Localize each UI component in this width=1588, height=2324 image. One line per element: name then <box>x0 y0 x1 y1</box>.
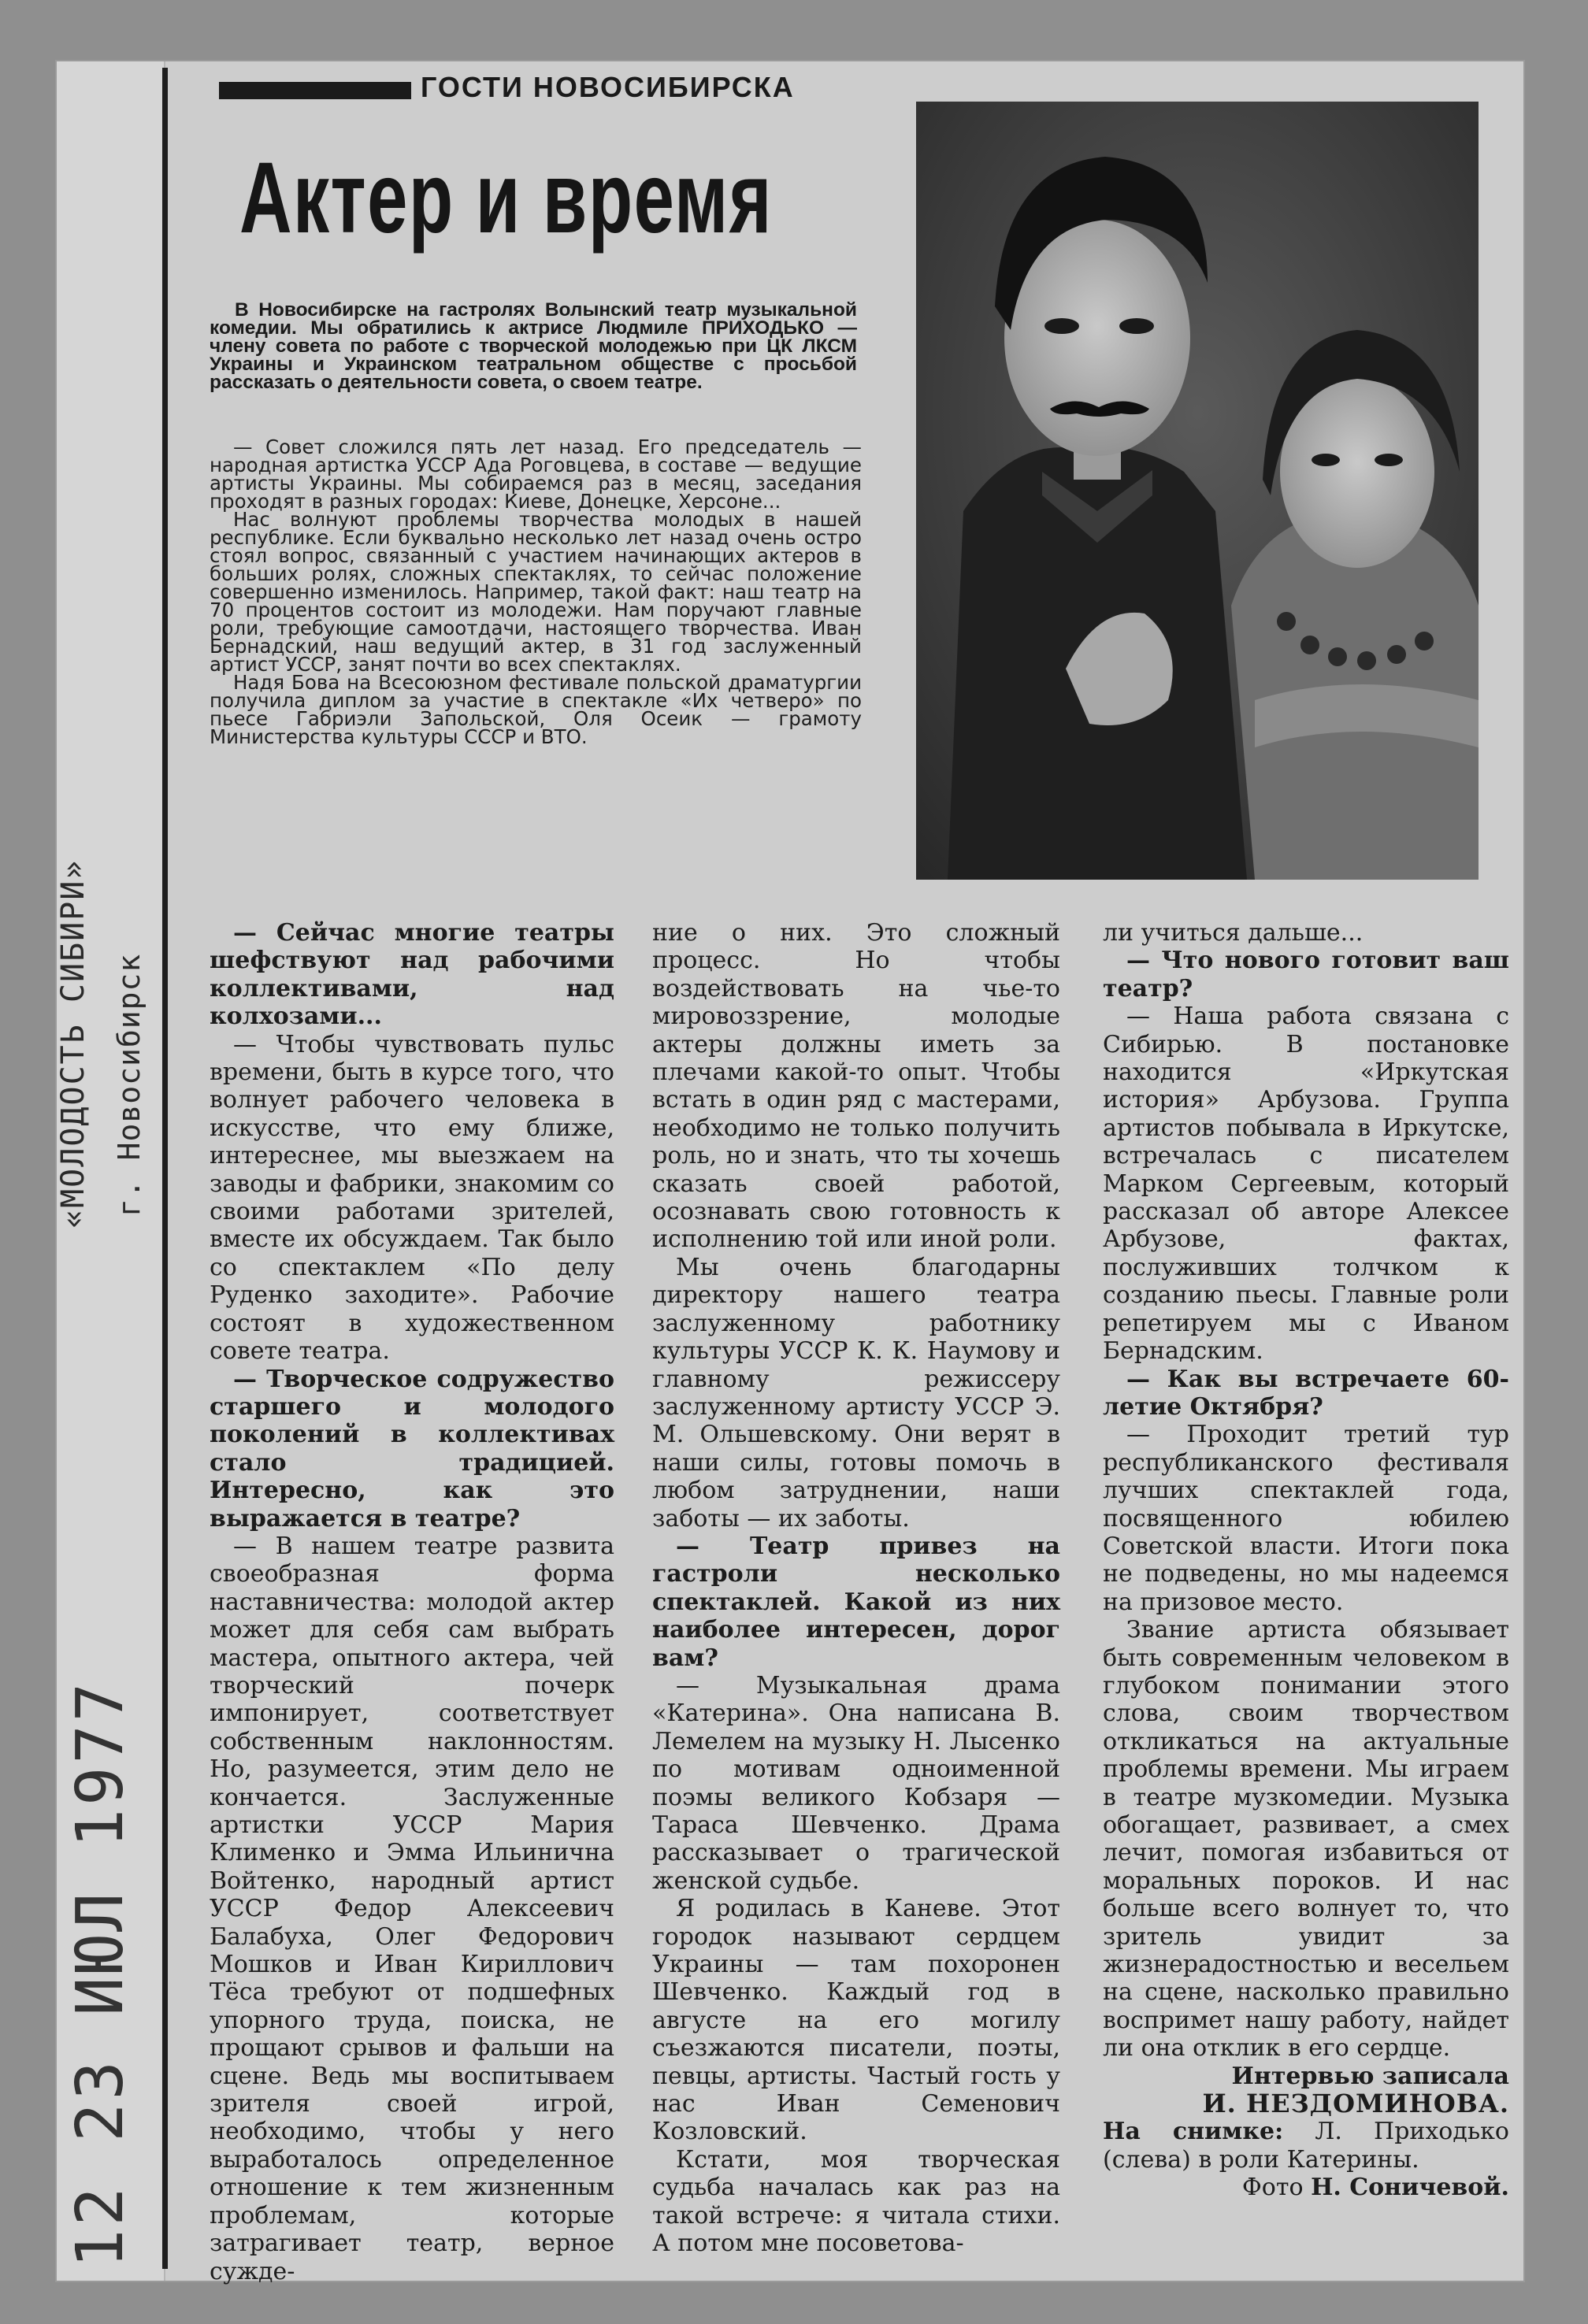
caption-text: Л. Приходько (слева) в роли Катерины. <box>1103 2118 1509 2174</box>
date-stamp-prefix: 12 <box>63 2184 138 2268</box>
answer: Звание артиста обязывает быть современным человеком в глубоком понимании этого слова, своим творчеством откликаться на актуальные проблемы времени. Мы играем в театре музкомедии. Музыка обогащает, развивает, а смех лечит, помогая избавиться от моральных пороков. И нас больше всего волнует то, что зритель увидит за жизнерадостностью и весельем на сцене, насколько правильно воспримет нашу работу, найдет ли она отклик в его сердце. <box>1103 1616 1509 2063</box>
photo-illustration <box>916 102 1479 880</box>
article-column-3 <box>1103 919 1509 2270</box>
woman-beads <box>1300 636 1319 654</box>
signature-author: И. НЕЗДОМИНОВА. <box>1202 2089 1509 2119</box>
article-column-1 <box>210 919 614 2285</box>
date-stamp <box>63 1680 138 2268</box>
man-eye-right <box>1119 318 1154 334</box>
answer: Мы очень благодарны директору нашего театра заслуженному работнику культуры УССР К. К. Наумову и главному режиссеру заслуженному артисту УССР Э. М. Ольшевскому. Они верят в наши силы, готовы помочь в любом затруднении, наши заботы — их заботы. <box>652 1253 1060 1533</box>
photo-caption <box>1103 2118 1509 2174</box>
intro-paragraph: — Совет сложился пять лет назад. Его председатель — народная артистка УССР Ада Роговцева, в составе — ведущие артисты Украины. Мы собираемся раз в месяц, заседания проходят в разных городах: Киеве, Донецке, Херсоне... <box>210 436 862 513</box>
newspaper-city: г. Новосибирск <box>112 953 147 1217</box>
answer: Я родилась в Каневе. Этот городок называют сердцем Украины — там похоронен Шевченко. Каждый год в августе на его могилу съезжаются писатели, поэты, певцы, артисты. Частый гость у нас Иван Семенович Козловский. <box>652 1895 1060 2146</box>
photo <box>916 102 1479 880</box>
date-stamp-date: 23 ИЮЛ 1977 <box>63 1679 138 2142</box>
answer: — Проходит третий тур республиканского фестиваля лучших спектаклей года, посвященного юбилею Советской власти. Итоги пока не подведены, но мы надеемся на призовое место. <box>1103 1421 1509 1616</box>
answer: — Чтобы чувствовать пульс времени, быть в курсе того, что волнует рабочего человека в искусстве, что ему ближе, интереснее, мы выезжаем на заводы и фабрики, знакомим со своими работами зрителей, вместе их обсуждаем. Так было со спектаклем «По делу Руденко заходите». Рабочие состоят в художественном совете театра. <box>210 1030 614 1366</box>
answer: ли учиться дальше... <box>1103 919 1364 947</box>
answer: — Музыкальная драма «Катерина». Она написана В. Лемелем на музыку Н. Лысенко по мотивам одноименной поэмы великого Кобзаря — Тараса Шевченко. Драма рассказывает о трагической женской судьбе. <box>652 1671 1060 1895</box>
woman-beads <box>1357 651 1376 670</box>
woman-beads <box>1415 632 1434 650</box>
question: — Театр привез на гастроли несколько спектаклей. Какой из них наиболее интересен, дорог вам? <box>652 1532 1060 1672</box>
answer: ние о них. Это сложный процесс. Но чтобы воздействовать на чье-то мировоззрение, молодые актеры должны иметь за плечами какой-то опыт. Чтобы встать в один ряд с мастерами, необходимо не только получить роль, но и знать, что ты хочешь сказать своей работой, осознавать свою готовность к исполнению той или иной роли. <box>652 919 1060 1254</box>
caption-label: На снимке: <box>1103 2118 1284 2146</box>
answer: Кстати, моя творческая судьба началась как раз на такой встрече: я читала стихи. А потом мне посоветова- <box>652 2145 1060 2258</box>
woman-beads <box>1387 645 1406 664</box>
photographer: Н. Соничевой. <box>1311 2174 1509 2202</box>
answer: — В нашем театре развита своеобразная форма наставничества: молодой актер может для себя сам выбрать мастера, опытного актера, чей творческий почерк импонирует, соответствует собственным наклонностям. Но, разумеется, этим дело не кончается. Заслуженные артистки УССР Мария Клименко и Эмма Ильинична Войтенко, народный артист УССР Федор Алексеевич Балабуха, Олег Федорович Мошков и Иван Кириллович Тёса требуют от подшефных упорного труда, поиска, не прощают срывов и фальши на сцене. Ведь мы воспитываем зрителя своей игрой, необходимо, чтобы у него выработалось определенное отношение к тем жизненным проблемам, которые затрагивает театр, верное сужде- <box>210 1532 614 2285</box>
rubric: ГОСТИ НОВОСИБИРСКА <box>421 71 795 103</box>
newspaper-name: «МОЛОДОСТЬ СИБИРИ» <box>55 858 91 1229</box>
intro-paragraph: Нас волнуют проблемы творчества молодых в нашей республике. Если буквально несколько лет назад очень остро стоял вопрос, связанный с участием начинающих актеров в больших ролях, сложных спектаклях, то сейчас положение совершенно изменилось. Например, такой факт: наш театр на 70 процентов состоит из молодежи. Нам поручают главные роли, требующие самоотдачи, настоящего творчества. Иван Бернадский, наш ведущий актер, в 31 год заслуженный артист УССР, занят почти во всех спектаклях. <box>210 508 862 676</box>
answer: — Наша работа связана с Сибирью. В постановке находится «Иркутская история» Арбузова. Группа артистов побывала в Иркутске, встречалась с писателем Марком Сергеевым, который рассказал об авторе Алексее Арбузове, фактах, послуживших толчком к созданию пьесы. Главные роли репетируем мы с Иваном Бернадским. <box>1103 1003 1509 1366</box>
woman-eye-left <box>1312 454 1340 466</box>
woman-beads <box>1328 647 1347 666</box>
photo-credit <box>1103 2174 1509 2201</box>
article-column-2 <box>652 919 1060 2270</box>
lead-paragraph: В Новосибирске на гастролях Волынский театр музыкальной комедии. Мы обратились к актрисе Людмиле ПРИХОДЬКО — члену совета по работе с творческой молодежью при ЦК ЛКСМ Украины и Украинском театральном обществе с просьбой рассказать о деятельности совета, о своем театре. <box>210 299 857 393</box>
woman-eye-right <box>1375 454 1403 466</box>
woman-beads <box>1277 612 1296 631</box>
headline: Актер и время <box>239 142 773 254</box>
intro-paragraph: Надя Бова на Всесоюзном фестивале польской драматургии получила диплом за участие в спектакле «Их четверо» по пьесе Габриэли Запольской, Оля Осеик — грамоту Министерства культуры СССР и ВТО. <box>210 671 862 748</box>
signature-label: Интервью записала <box>1231 2062 1509 2090</box>
question: — Что нового готовит ваш театр? <box>1103 947 1509 1003</box>
intro-text <box>210 438 862 746</box>
man-eye-left <box>1044 318 1079 334</box>
vertical-rule <box>162 68 168 2269</box>
rubric-bar <box>219 82 411 99</box>
photo-credit-label: Фото <box>1241 2174 1304 2202</box>
question: — Сейчас многие театры шефствуют над рабочими коллективами, над колхозами... <box>210 919 614 1031</box>
question: — Творческое содружество старшего и молодого поколений в коллективах стало традицией. Интересно, как это выражается в театре? <box>210 1365 614 1533</box>
question: — Как вы встречаете 60-летие Октября? <box>1103 1365 1509 1421</box>
